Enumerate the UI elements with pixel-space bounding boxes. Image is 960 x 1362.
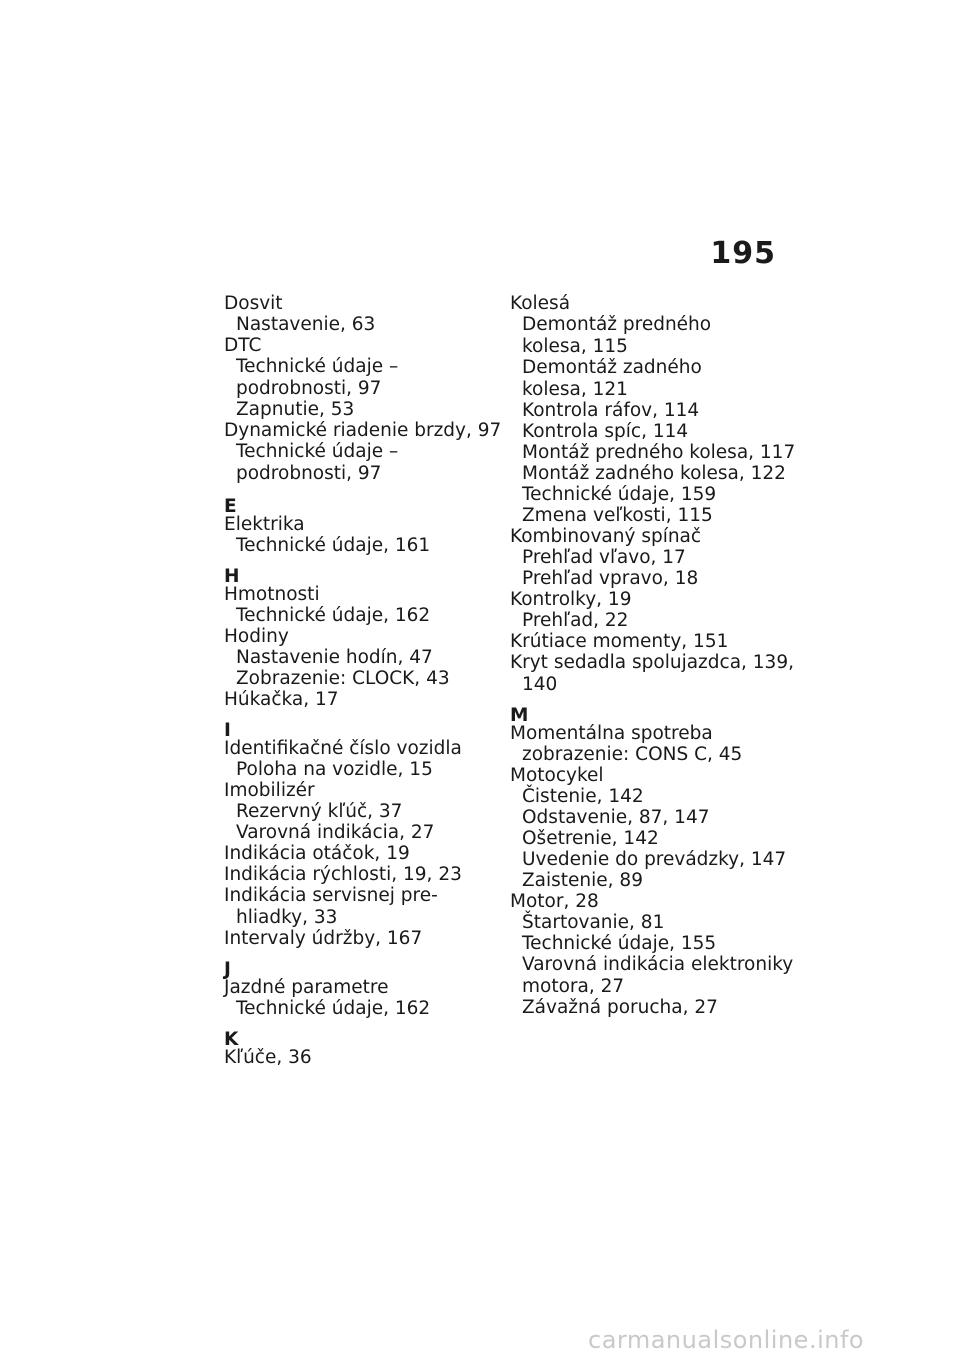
index-subentry: podrobnosti, 97 [236,463,382,484]
index-column-left [224,293,502,1068]
index-letter-heading: H [224,566,240,587]
index-entry: Momentálna spotreba [510,723,713,744]
index-entry: Jazdné parametre [224,977,389,998]
index-letter-heading: M [510,705,529,726]
index-subentry: Prehľad, 22 [522,610,629,631]
index-entry: Kľúče, 36 [224,1047,312,1068]
index-entry: Indikácia rýchlosti, 19, 23 [224,864,462,885]
index-subentry: Poloha na vozidle, 15 [236,759,433,780]
index-subentry: Technické údaje, 162 [236,998,431,1019]
index-subentry: Odstavenie, 87, 147 [522,807,710,828]
index-entry: Krútiace momenty, 151 [510,631,729,652]
index-subentry: Kontrola spíc, 114 [522,421,689,442]
index-subentry: Uvedenie do prevádzky, 147 [522,849,787,870]
index-subentry: Technické údaje, 162 [236,605,431,626]
index-subentry: motora, 27 [522,976,625,997]
index-entry: Kryt sedadla spolujazdca, 139, [510,652,794,673]
index-subentry: Varovná indikácia elektroniky [522,954,794,975]
index-letter-heading: K [224,1029,239,1050]
index-column-right [510,293,796,1018]
index-subentry: Štartovanie, 81 [522,912,665,933]
index-subentry: Zaistenie, 89 [522,870,643,891]
index-entry: Kolesá [510,293,571,314]
index-entry: Kombinovaný spínač [510,526,702,547]
index-subentry: Technické údaje, 159 [522,484,717,505]
index-entry: Motocykel [510,765,604,786]
index-subentry: Technické údaje – [236,356,399,377]
index-subentry: kolesa, 121 [522,379,628,400]
index-subentry: Montáž predného kolesa, 117 [522,442,796,463]
index-subentry: Prehľad vľavo, 17 [522,547,686,568]
index-subentry: Montáž zadného kolesa, 122 [522,463,786,484]
index-subentry: Demontáž zadného [522,357,702,378]
index-subentry: Kontrola ráfov, 114 [522,400,700,421]
index-subentry: zobrazenie: CONS C, 45 [522,744,743,765]
index-entry: Dosvit [224,293,283,314]
index-subentry: podrobnosti, 97 [236,378,382,399]
index-subentry: Nastavenie, 63 [236,314,376,335]
index-entry: Dynamické riadenie brzdy, 97 [224,420,502,441]
index-subentry: Čistenie, 142 [522,786,644,807]
index-entry: Imobilizér [224,780,315,801]
index-entry: Kontrolky, 19 [510,589,632,610]
index-entry: Indikácia otáčok, 19 [224,843,410,864]
index-letter-heading: I [224,720,231,741]
index-subentry: Prehľad vpravo, 18 [522,568,699,589]
index-subentry: Zobrazenie: CLOCK, 43 [236,668,450,689]
index-subentry: Demontáž predného [522,314,712,335]
index-entry: Hodiny [224,626,289,647]
index-subentry: Varovná indikácia, 27 [236,822,435,843]
page-number: 195 [710,236,776,271]
index-entry: Indikácia servisnej pre- [224,885,438,906]
index-entry: Identifikačné číslo vozidla [224,738,462,759]
index-entry: Motor, 28 [510,891,599,912]
index-letter-heading: E [224,496,237,517]
index-entry: DTC [224,335,262,356]
index-subentry: Nastavenie hodín, 47 [236,647,433,668]
index-entry: Hmotnosti [224,584,320,605]
index-subentry: Technické údaje, 161 [236,535,431,556]
index-entry-continuation: 140 [522,674,558,695]
index-subentry: kolesa, 115 [522,336,628,357]
index-entry-continuation: hliadky, 33 [236,907,338,928]
watermark: carmanualsonline.info [588,1326,865,1354]
index-subentry: Závažná porucha, 27 [522,997,718,1018]
index-subentry: Technické údaje, 155 [522,933,717,954]
index-subentry: Rezervný kľúč, 37 [236,801,403,822]
index-subentry: Zmena veľkosti, 115 [522,505,713,526]
index-subentry: Technické údaje – [236,441,399,462]
index-subentry: Zapnutie, 53 [236,399,355,420]
index-entry: Elektrika [224,514,305,535]
index-subentry: Ošetrenie, 142 [522,828,659,849]
index-entry: Intervaly údržby, 167 [224,928,423,949]
index-entry: Húkačka, 17 [224,689,339,710]
index-letter-heading: J [224,959,231,980]
